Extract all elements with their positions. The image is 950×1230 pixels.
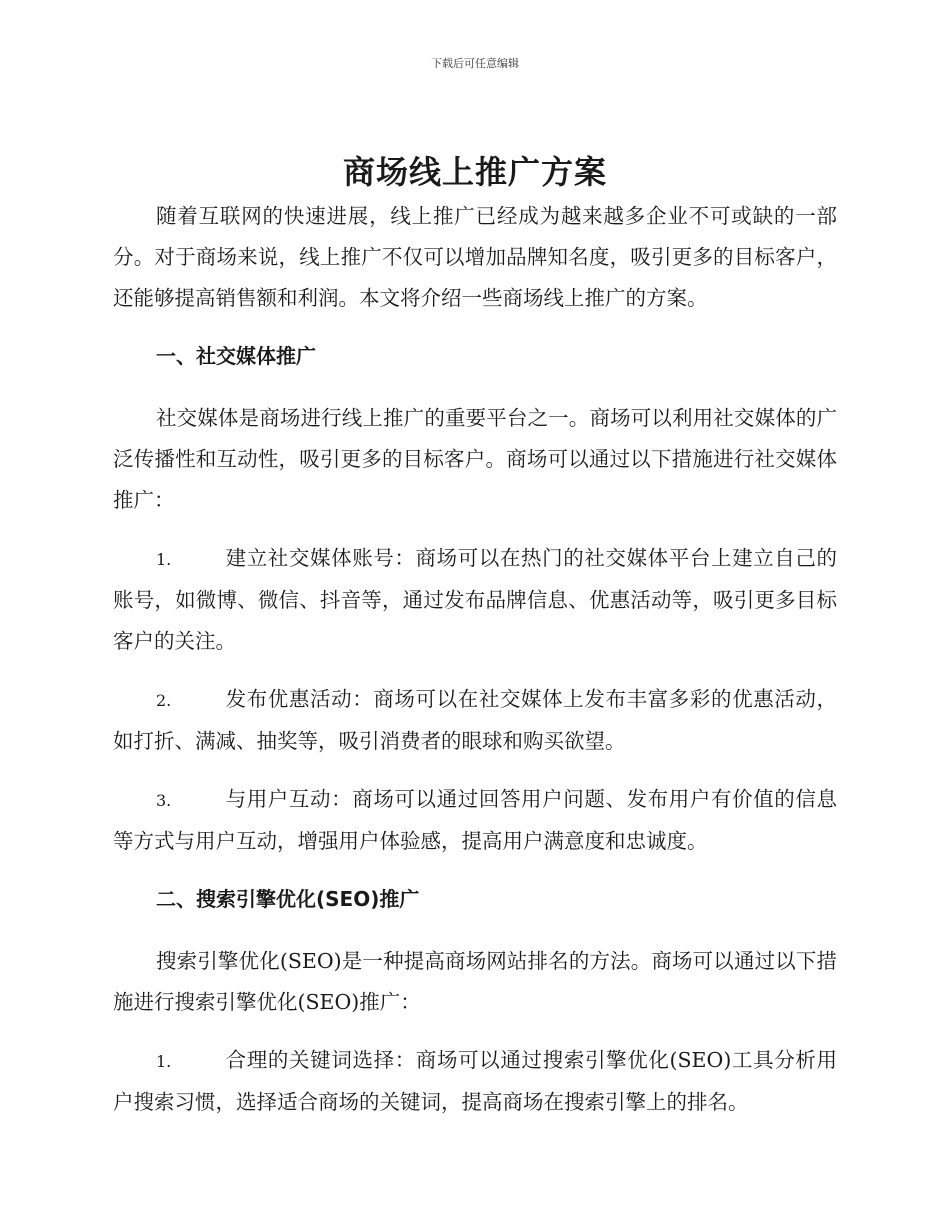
section-paragraph-social-media: 社交媒体是商场进行线上推广的重要平台之一。商场可以利用社交媒体的广泛传播性和互动性，吸引更多的目标客户。商场可以通过以下措施进行社交媒体推广： (113, 406, 837, 512)
list-number: 1. (156, 1052, 172, 1071)
header-note: 下载后可任意编辑 (431, 57, 519, 70)
list-number: 3. (156, 791, 172, 810)
list-number: 2. (156, 691, 172, 710)
section-heading-seo: 二、搜索引擎优化(SEO)推广 (156, 887, 420, 911)
document-title: 商场线上推广方案 (342, 153, 607, 191)
list-item (113, 679, 837, 762)
list-item (113, 538, 837, 662)
list-item-text: 合理的关键词选择：商场可以通过搜索引擎优化(SEO)工具分析用户搜索习惯，选择适合商场的关键词，提高商场在搜索引擎上的排名。 (113, 1048, 837, 1114)
intro-paragraph: 随着互联网的快速进展，线上推广已经成为越来越多企业不可或缺的一部分。对于商场来说，线上推广不仅可以增加品牌知名度，吸引更多的目标客户，还能够提高销售额和利润。本文将介绍一些商场线上推广的方案。 (113, 204, 837, 310)
list-item-text: 建立社交媒体账号：商场可以在热门的社交媒体平台上建立自己的账号，如微博、微信、抖音等，通过发布品牌信息、优惠活动等，吸引更多目标客户的关注。 (113, 546, 837, 653)
section-paragraph-seo: 搜索引擎优化(SEO)是一种提高商场网站排名的方法。商场可以通过以下措施进行搜索引擎优化(SEO)推广： (113, 949, 837, 1014)
list-item (113, 779, 837, 862)
list-item-text: 与用户互动：商场可以通过回答用户问题、发布用户有价值的信息等方式与用户互动，增强用户体验感，提高用户满意度和忠诚度。 (113, 787, 837, 853)
section-heading-social-media: 一、社交媒体推广 (156, 344, 316, 368)
list-number: 1. (156, 550, 172, 569)
document-body (113, 196, 837, 1140)
list-item-text: 发布优惠活动：商场可以在社交媒体上发布丰富多彩的优惠活动，如打折、满减、抽奖等，吸引消费者的眼球和购买欲望。 (113, 687, 837, 753)
list-item (113, 1040, 837, 1123)
